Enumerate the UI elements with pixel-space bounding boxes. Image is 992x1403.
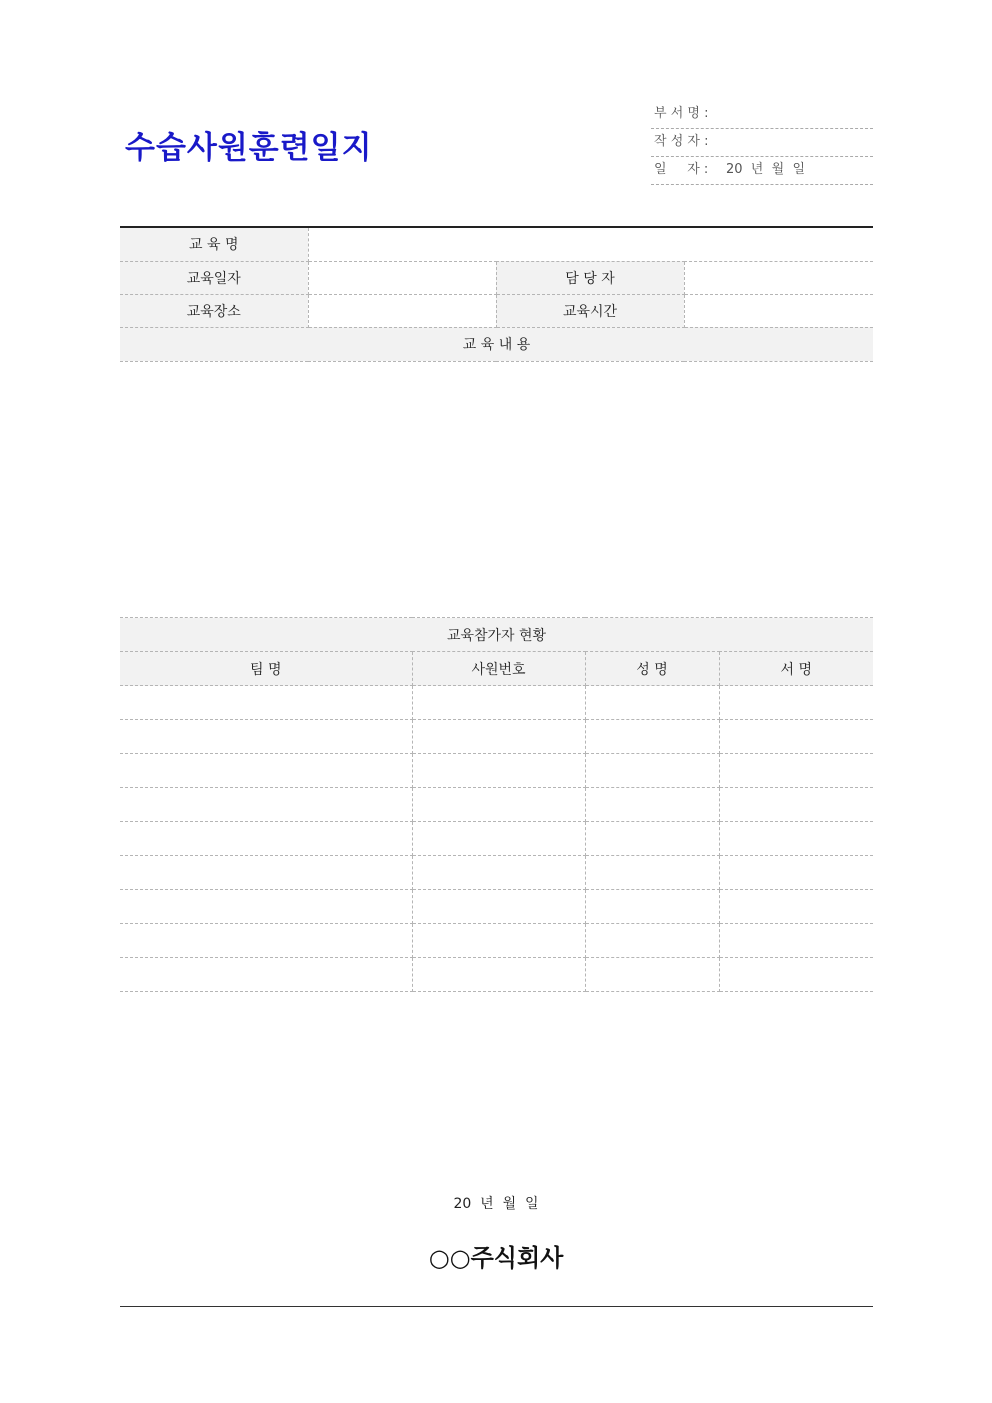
participant-row — [120, 924, 873, 958]
education-place-field[interactable] — [308, 294, 496, 327]
participant-row — [120, 788, 873, 822]
meta-row-author — [651, 129, 873, 157]
education-name-field[interactable] — [308, 227, 873, 261]
footer-date: 20 년 월 일 — [453, 1196, 539, 1212]
name-cell[interactable] — [585, 686, 719, 720]
education-place-label: 교육장소 — [120, 294, 308, 327]
name-cell[interactable] — [585, 890, 719, 924]
participants-title: 교육참가자 현황 — [120, 618, 873, 652]
employee-number-cell[interactable] — [412, 822, 585, 856]
employee-number-cell[interactable] — [412, 958, 585, 992]
date-label: 일 자 : — [654, 162, 709, 177]
participant-row — [120, 890, 873, 924]
participant-row — [120, 958, 873, 992]
education-date-row — [120, 261, 873, 294]
employee-number-cell[interactable] — [412, 720, 585, 754]
education-name-row — [120, 227, 873, 261]
participant-row — [120, 686, 873, 720]
participant-row — [120, 720, 873, 754]
team-cell[interactable] — [120, 788, 412, 822]
name-cell[interactable] — [585, 754, 719, 788]
meta-row-date — [651, 157, 873, 185]
bottom-divider — [120, 1306, 873, 1307]
signature-cell[interactable] — [719, 958, 873, 992]
name-cell[interactable] — [585, 788, 719, 822]
education-date-field[interactable] — [308, 261, 496, 294]
employee-number-cell[interactable] — [412, 890, 585, 924]
team-cell[interactable] — [120, 822, 412, 856]
manager-label: 담 당 자 — [496, 261, 684, 294]
signature-cell[interactable] — [719, 856, 873, 890]
employee-number-cell[interactable] — [412, 686, 585, 720]
name-cell[interactable] — [585, 822, 719, 856]
meta-row-department — [651, 101, 873, 129]
participants-title-row — [120, 618, 873, 652]
column-header-team: 팀 명 — [120, 652, 412, 686]
column-header-employee-number: 사원번호 — [412, 652, 585, 686]
signature-cell[interactable] — [719, 822, 873, 856]
company-name: ○○주식회사 — [428, 1244, 564, 1272]
team-cell[interactable] — [120, 720, 412, 754]
participants-header-row — [120, 652, 873, 686]
signature-cell[interactable] — [719, 754, 873, 788]
signature-cell[interactable] — [719, 686, 873, 720]
education-name-label: 교 육 명 — [120, 227, 308, 261]
name-cell[interactable] — [585, 958, 719, 992]
participant-row — [120, 822, 873, 856]
participants-table — [120, 617, 873, 992]
education-place-row — [120, 294, 873, 327]
employee-number-cell[interactable] — [412, 856, 585, 890]
education-time-field[interactable] — [684, 294, 873, 327]
team-cell[interactable] — [120, 958, 412, 992]
education-content-header-row — [120, 327, 873, 361]
column-header-signature: 서 명 — [719, 652, 873, 686]
name-cell[interactable] — [585, 720, 719, 754]
team-cell[interactable] — [120, 686, 412, 720]
education-content-label: 교 육 내 용 — [120, 327, 873, 361]
department-label: 부 서 명 : — [654, 106, 709, 121]
participant-row — [120, 856, 873, 890]
signature-cell[interactable] — [719, 788, 873, 822]
education-info-table — [120, 226, 873, 362]
team-cell[interactable] — [120, 754, 412, 788]
participant-row — [120, 754, 873, 788]
manager-field[interactable] — [684, 261, 873, 294]
education-time-label: 교육시간 — [496, 294, 684, 327]
employee-number-cell[interactable] — [412, 788, 585, 822]
team-cell[interactable] — [120, 924, 412, 958]
team-cell[interactable] — [120, 856, 412, 890]
date-value[interactable]: 20 년 월 일 — [726, 162, 806, 177]
employee-number-cell[interactable] — [412, 754, 585, 788]
author-label: 작 성 자 : — [654, 134, 709, 149]
document-meta — [651, 101, 873, 185]
team-cell[interactable] — [120, 890, 412, 924]
employee-number-cell[interactable] — [412, 924, 585, 958]
signature-cell[interactable] — [719, 924, 873, 958]
signature-cell[interactable] — [719, 890, 873, 924]
name-cell[interactable] — [585, 924, 719, 958]
document-title: 수습사원훈련일지 — [125, 130, 373, 166]
signature-cell[interactable] — [719, 720, 873, 754]
education-date-label: 교육일자 — [120, 261, 308, 294]
name-cell[interactable] — [585, 856, 719, 890]
column-header-name: 성 명 — [585, 652, 719, 686]
